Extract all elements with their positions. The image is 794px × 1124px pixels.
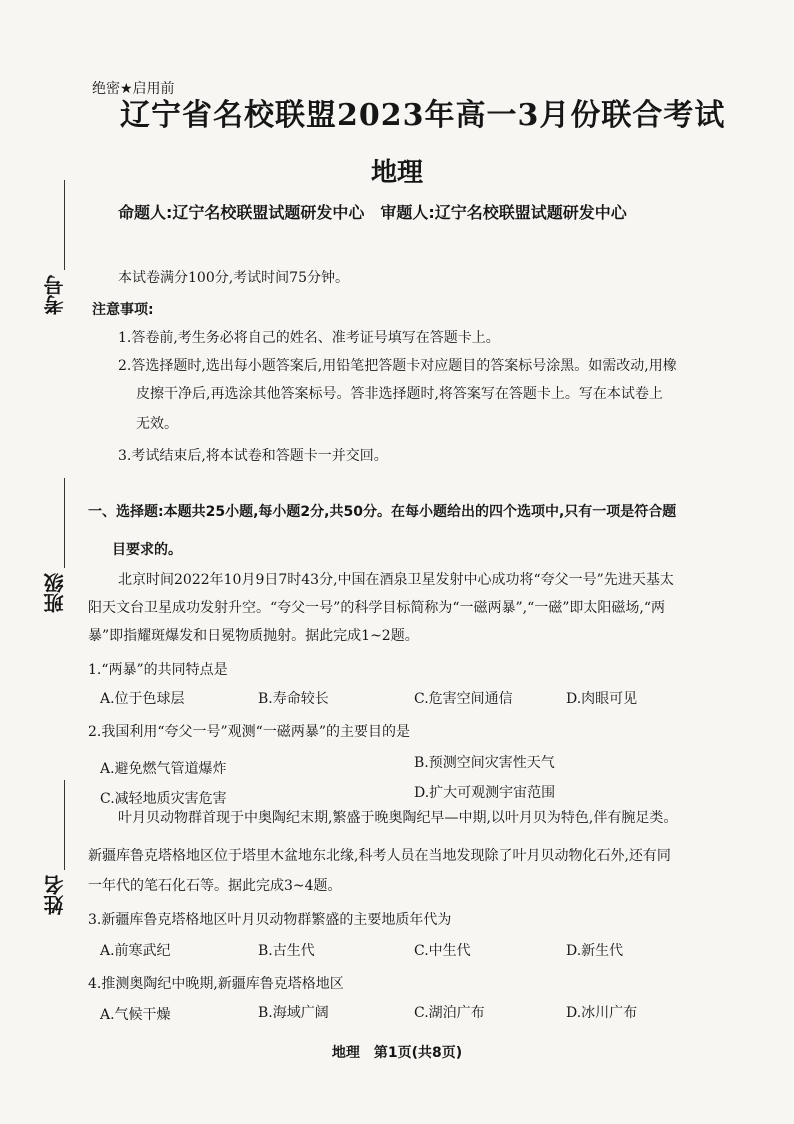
passage-line: 阳天文台卫星成功发射升空。“夸父一号”的科学目标简称为“一磁两暴”,“一磁”即太阳磁场,“两 [88,600,665,616]
name-field [40,780,76,930]
passage-line: 一年代的笔石化石等。据此完成3~4题。 [88,878,342,894]
page-footer: 地理 第1页(共8页) [331,1045,463,1061]
q3-option-a: A.前寒武纪 [100,943,171,959]
name-label: 姓名 [43,875,67,915]
question-2-stem: 2.我国利用“夸父一号”观测“一磁两暴”的主要目的是 [88,724,410,740]
confidential-mark: 绝密★启用前 [92,81,175,97]
note-item: 1.答卷前,考生务必将自己的姓名、准考证号填写在答题卡上。 [118,330,500,346]
author-line: 命题人:辽宁名校联盟试题研发中心 审题人:辽宁名校联盟试题研发中心 [118,203,627,222]
q4-option-d: D.冰川广布 [566,1005,638,1021]
section-heading-cont: 目要求的。 [112,542,182,558]
q2-option-c: C.减轻地质灾害危害 [100,791,227,807]
question-3-stem: 3.新疆库鲁克塔格地区叶月贝动物群繁盛的主要地质年代为 [88,912,452,928]
question-1-stem: 1.“两暴”的共同特点是 [88,662,228,678]
class-field [40,478,76,628]
q4-option-c: C.湖泊广布 [414,1005,485,1021]
q1-option-c: C.危害空间通信 [414,691,513,707]
q4-option-a: A.气候干燥 [100,1007,171,1023]
passage-line: 暴”即指耀斑爆发和日冕物质抛射。据此完成1~2题。 [88,628,419,644]
q3-option-c: C.中生代 [414,943,471,959]
passage-line: 叶月贝动物群首现于中奥陶纪末期,繁盛于晚奥陶纪早—中期,以叶月贝为特色,伴有腕足类。 [118,810,678,826]
q3-option-b: B.古生代 [258,943,315,959]
q1-option-d: D.肉眼可见 [566,691,638,707]
q2-option-b: B.预测空间灾害性天气 [414,755,555,771]
notes-heading: 注意事项: [92,302,154,318]
q2-option-a: A.避免燃气管道爆炸 [100,761,227,777]
note-item: 2.答选择题时,选出每小题答案后,用铅笔把答题卡对应题目的答案标号涂黑。如需改动,用橡 [118,358,677,374]
subject-title: 地理 [370,158,423,188]
exam-number-field [40,180,76,330]
q4-option-b: B.海域广阔 [258,1005,329,1021]
exam-number-label: 考号 [43,275,67,315]
q1-option-a: A.位于色球层 [100,691,185,707]
class-label: 班级 [43,573,67,613]
exam-title: 辽宁省名校联盟2023年高一3月份联合考试 [120,98,726,133]
passage-line: 新疆库鲁克塔格地区位于塔里木盆地东北缘,科考人员在当地发现除了叶月贝动物化石外,还有同 [88,848,671,864]
section-heading: 一、选择题:本题共25小题,每小题2分,共50分。在每小题给出的四个选项中,只有一项是符合题 [88,504,677,520]
note-item: 无效。 [136,416,178,432]
note-item: 皮擦干净后,再选涂其他答案标号。答非选择题时,将答案写在答题卡上。写在本试卷上 [136,386,663,402]
q2-option-d: D.扩大可观测宇宙范围 [414,785,556,801]
exam-info: 本试卷满分100分,考试时间75分钟。 [118,270,349,286]
passage-line: 北京时间2022年10月9日7时43分,中国在酒泉卫星发射中心成功将“夸父一号”先进天基太 [118,572,674,588]
question-4-stem: 4.推测奥陶纪中晚期,新疆库鲁克塔格地区 [88,976,344,992]
note-item: 3.考试结束后,将本试卷和答题卡一并交回。 [118,448,388,464]
q1-option-b: B.寿命较长 [258,691,329,707]
q3-option-d: D.新生代 [566,943,624,959]
